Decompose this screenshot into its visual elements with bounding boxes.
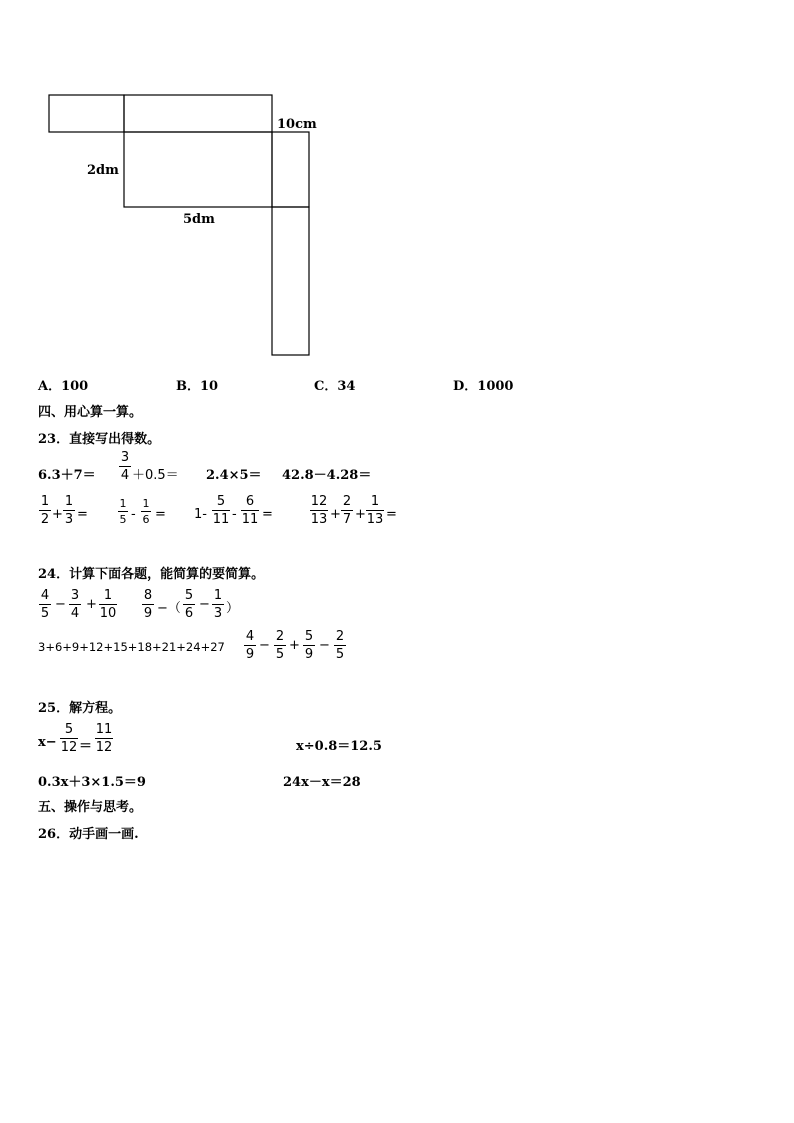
numerator: 2 xyxy=(275,629,285,644)
numerator: 1 xyxy=(370,494,380,509)
q23-expr-7-pre: 1- xyxy=(194,507,207,522)
numerator: 1 xyxy=(64,494,74,509)
q23-expr-7-op: - xyxy=(232,507,237,522)
q23-title: 23．直接写出得数。 xyxy=(38,432,161,447)
denominator: 10 xyxy=(99,606,117,621)
q24-d-op-3: − xyxy=(319,638,330,653)
q25-eq-2: x÷0.8＝12.5 xyxy=(296,739,382,754)
q23-expr-6-frac-2 xyxy=(141,497,151,526)
denominator: 5 xyxy=(335,647,345,662)
label-10cm: 10cm xyxy=(277,117,317,132)
denominator: 9 xyxy=(143,606,153,621)
option-c: C．34 xyxy=(314,379,356,394)
q23-expr-8-eq: = xyxy=(386,507,397,522)
q24-d-frac-4 xyxy=(334,629,346,662)
numerator: 3 xyxy=(70,588,80,603)
denominator: 7 xyxy=(342,512,352,527)
net-face-side xyxy=(272,132,309,207)
q24-b-close: ） xyxy=(226,601,240,616)
q24-a-op-2: + xyxy=(86,597,97,612)
denominator: 9 xyxy=(304,647,314,662)
box-net-figure xyxy=(0,0,794,370)
q23-expr-6-frac-1 xyxy=(118,497,128,526)
q23-expr-8-frac-3 xyxy=(366,494,384,527)
denominator: 5 xyxy=(275,647,285,662)
numerator: 5 xyxy=(64,722,74,737)
q24-b-frac-2 xyxy=(183,588,195,621)
q24-d-op-1: − xyxy=(259,638,270,653)
q23-expr-6-op: - xyxy=(131,507,136,522)
numerator: 4 xyxy=(245,629,255,644)
section-4-heading: 四、用心算一算。 xyxy=(38,405,143,420)
q24-d-frac-1 xyxy=(244,629,256,662)
q25-eq-1-pre: x− xyxy=(38,735,57,750)
net-face-left-top xyxy=(49,95,124,132)
q23-expr-8-op-1: + xyxy=(330,507,341,522)
numerator: 4 xyxy=(40,588,50,603)
q24-title: 24．计算下面各题，能简算的要简算。 xyxy=(38,567,265,582)
q23-expr-2-tail: ＋0.5＝ xyxy=(132,468,179,483)
numerator: 1 xyxy=(103,588,113,603)
net-face-front xyxy=(124,132,272,207)
label-2dm: 2dm xyxy=(87,163,119,178)
q23-expr-1: 6.3＋7＝ xyxy=(38,468,96,483)
numerator: 2 xyxy=(335,629,345,644)
q23-expr-8-op-2: + xyxy=(355,507,366,522)
numerator: 1 xyxy=(119,497,127,510)
numerator: 11 xyxy=(95,722,113,737)
numerator: 3 xyxy=(120,450,130,465)
q24-a-frac-2 xyxy=(69,588,81,621)
q23-expr-5-frac-1 xyxy=(39,494,51,527)
denominator: 9 xyxy=(245,647,255,662)
q23-expr-6-eq: = xyxy=(155,507,166,522)
q23-expr-5-eq: = xyxy=(77,507,88,522)
denominator: 12 xyxy=(60,740,78,755)
q23-expr-2-fraction xyxy=(119,450,131,483)
denominator: 3 xyxy=(213,606,223,621)
numerator: 5 xyxy=(304,629,314,644)
q24-b-op-1: −（ xyxy=(157,601,181,616)
numerator: 8 xyxy=(143,588,153,603)
q25-eq-1-frac-1 xyxy=(60,722,78,755)
q24-a-frac-3 xyxy=(99,588,117,621)
denominator: 11 xyxy=(241,512,259,527)
q24-b-op-2: − xyxy=(199,597,210,612)
q24-a-frac-1 xyxy=(39,588,51,621)
q24-b-frac-1 xyxy=(142,588,154,621)
denominator: 5 xyxy=(40,606,50,621)
q23-expr-8-frac-2 xyxy=(341,494,353,527)
option-b: B．10 xyxy=(176,379,219,394)
denominator: 3 xyxy=(64,512,74,527)
q25-eq-1-eq: ＝ xyxy=(79,739,93,754)
denominator: 11 xyxy=(212,512,230,527)
denominator: 4 xyxy=(70,606,80,621)
q23-expr-3: 2.4×5＝ xyxy=(206,468,262,483)
q25-eq-4: 24x－x＝28 xyxy=(283,775,361,790)
q24-b-frac-3 xyxy=(212,588,224,621)
denominator: 6 xyxy=(142,513,150,526)
option-d: D．1000 xyxy=(453,379,514,394)
q24-a-op-1: − xyxy=(55,597,66,612)
numerator: 1 xyxy=(142,497,150,510)
q23-expr-7-eq: = xyxy=(262,507,273,522)
numerator: 1 xyxy=(213,588,223,603)
q26-title: 26．动手画一画. xyxy=(38,827,139,842)
q23-expr-7-frac-2 xyxy=(241,494,259,527)
denominator: 13 xyxy=(366,512,384,527)
denominator: 12 xyxy=(95,740,113,755)
numerator: 12 xyxy=(310,494,328,509)
numerator: 6 xyxy=(245,494,255,509)
q23-expr-5-frac-2 xyxy=(63,494,75,527)
q23-expr-8-frac-1 xyxy=(310,494,328,527)
option-a: A．100 xyxy=(38,379,89,394)
q25-eq-3: 0.3x＋3×1.5＝9 xyxy=(38,775,146,790)
numerator: 2 xyxy=(342,494,352,509)
q23-expr-7-frac-1 xyxy=(212,494,230,527)
q23-expr-4: 42.8－4.28＝ xyxy=(282,468,372,483)
numerator: 1 xyxy=(40,494,50,509)
q25-title: 25．解方程。 xyxy=(38,701,122,716)
denominator: 13 xyxy=(310,512,328,527)
numerator: 5 xyxy=(184,588,194,603)
label-5dm: 5dm xyxy=(183,212,215,227)
denominator: 6 xyxy=(184,606,194,621)
q24-c-expr: 3+6+9+12+15+18+21+24+27 xyxy=(38,640,225,654)
q24-d-frac-2 xyxy=(274,629,286,662)
section-5-heading: 五、操作与思考。 xyxy=(38,800,143,815)
denominator: 2 xyxy=(40,512,50,527)
q24-d-frac-3 xyxy=(303,629,315,662)
q23-expr-5-op: + xyxy=(52,507,63,522)
denominator: 5 xyxy=(119,513,127,526)
denominator: 4 xyxy=(120,468,130,483)
q25-eq-1-frac-2 xyxy=(95,722,113,755)
net-face-top xyxy=(124,95,272,132)
net-face-bottom xyxy=(272,207,309,355)
q24-d-op-2: + xyxy=(289,638,300,653)
numerator: 5 xyxy=(216,494,226,509)
